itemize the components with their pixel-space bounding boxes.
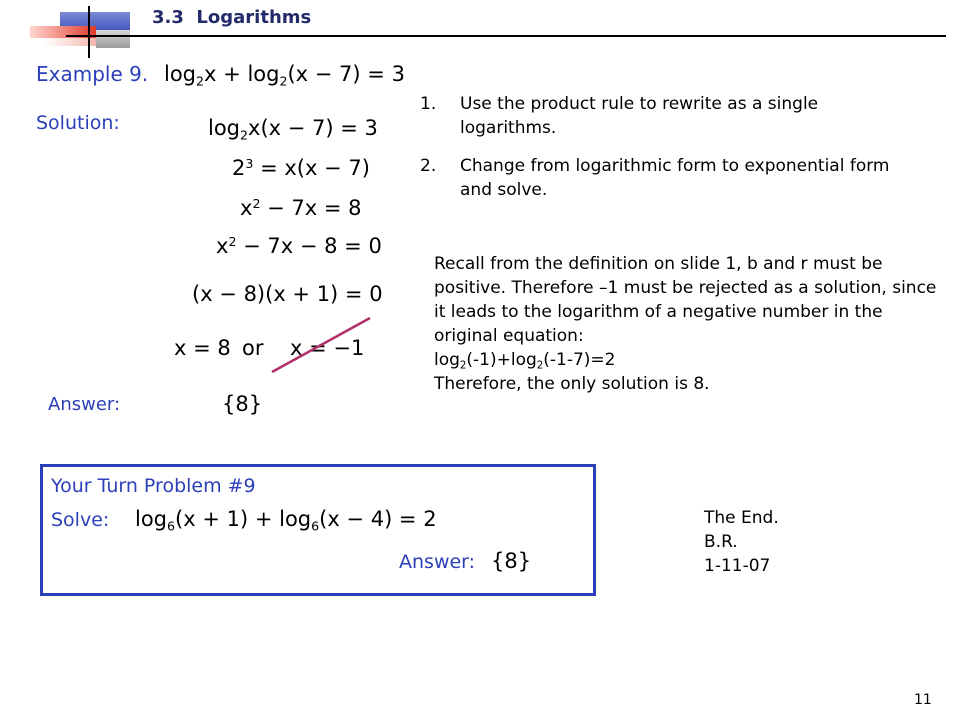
log-arg: x: [204, 62, 217, 86]
exponent: 2: [228, 234, 237, 250]
step-number: 1.: [420, 94, 437, 114]
step-item: [420, 154, 900, 202]
strike-line: [260, 310, 380, 390]
log-base: 2: [196, 73, 205, 89]
solve-label: Solve:: [51, 509, 110, 531]
or-text: or: [242, 336, 264, 360]
example-equation: [164, 62, 405, 89]
log-base: 2: [459, 360, 467, 372]
log-base: 2: [536, 360, 544, 372]
log-arg: (-1-7)=2: [543, 350, 616, 370]
step-item: [420, 92, 900, 140]
log-text: log: [279, 507, 312, 531]
log-arg: (x + 1): [175, 507, 249, 531]
plus-sign: +: [223, 62, 241, 86]
recall-equation: [434, 348, 944, 372]
recall-paragraph: [434, 252, 944, 396]
exponent: 3: [245, 156, 254, 172]
header-rule: [66, 35, 946, 37]
recall-conclusion: Therefore, the only solution is 8.: [434, 374, 710, 394]
log-text: log: [208, 116, 241, 140]
log-base: 6: [311, 518, 320, 534]
variable: x: [216, 234, 229, 258]
log-text: log: [434, 350, 460, 370]
plus-sign: +: [248, 507, 280, 531]
log-base: 2: [240, 127, 249, 143]
end-line-2: B.R.: [704, 532, 738, 552]
solution-line-1: [208, 116, 378, 143]
your-turn-title: Your Turn Problem #9: [51, 475, 256, 497]
log-arg: (x − 7): [287, 62, 361, 86]
equals-value: = 3: [367, 62, 405, 86]
solution-label: Solution:: [36, 112, 120, 134]
step-text: Change from logarithmic form to exponential form and solve.: [460, 156, 890, 200]
power-base: 2: [232, 156, 246, 180]
step-text: Use the product rule to rewrite as a single logarithms.: [460, 94, 819, 138]
exponent: 2: [252, 196, 261, 212]
answer-label: Answer:: [48, 394, 121, 415]
end-line-1: The End.: [704, 508, 779, 528]
log-base: 2: [279, 73, 288, 89]
log-base: 6: [167, 518, 176, 534]
solution-line-5: (x − 8)(x + 1) = 0: [192, 282, 383, 306]
end-note: [704, 506, 779, 578]
your-turn-box: [40, 464, 596, 596]
header-decoration: [0, 0, 140, 60]
your-turn-equation: [135, 507, 437, 534]
log-text: log: [135, 507, 168, 531]
equation-rest: x(x − 7) = 3: [248, 116, 378, 140]
steps-list: [420, 92, 900, 202]
log-arg: (-1)+log: [466, 350, 537, 370]
equation-rest: = x(x − 7): [253, 156, 370, 180]
log-arg: (x − 4) = 2: [319, 507, 437, 531]
variable: x: [240, 196, 253, 220]
solution-line-3: [240, 196, 362, 220]
solution-line-2: [232, 156, 370, 180]
slide-title: 3.3 Logarithms: [152, 7, 312, 28]
recall-text: Recall from the definition on slide 1, b and r must be positive. Therefore –1 must be rejected as a solution, since it leads to the logarithm of a negative number in the original equation:: [434, 254, 937, 346]
log-text: log: [164, 62, 197, 86]
end-line-3: 1-11-07: [704, 556, 771, 576]
solution-x-neg1: x = −1: [290, 336, 365, 360]
your-turn-answer-value: {8}: [491, 549, 532, 573]
page-number: 11: [914, 692, 932, 708]
equation-rest: − 7x − 8 = 0: [236, 234, 382, 258]
solution-line-4: [216, 234, 382, 258]
your-turn-answer-label: Answer:: [399, 551, 476, 573]
answer-value: {8}: [222, 392, 263, 416]
strike-stroke: [272, 318, 370, 372]
example-label: Example 9.: [36, 62, 149, 86]
log-text: log: [247, 62, 280, 86]
step-number: 2.: [420, 156, 437, 176]
header-gray-block: [96, 30, 130, 48]
header-vertical-line: [88, 6, 90, 58]
equation-rest: − 7x = 8: [260, 196, 362, 220]
solution-x-8: x = 8: [174, 336, 231, 360]
